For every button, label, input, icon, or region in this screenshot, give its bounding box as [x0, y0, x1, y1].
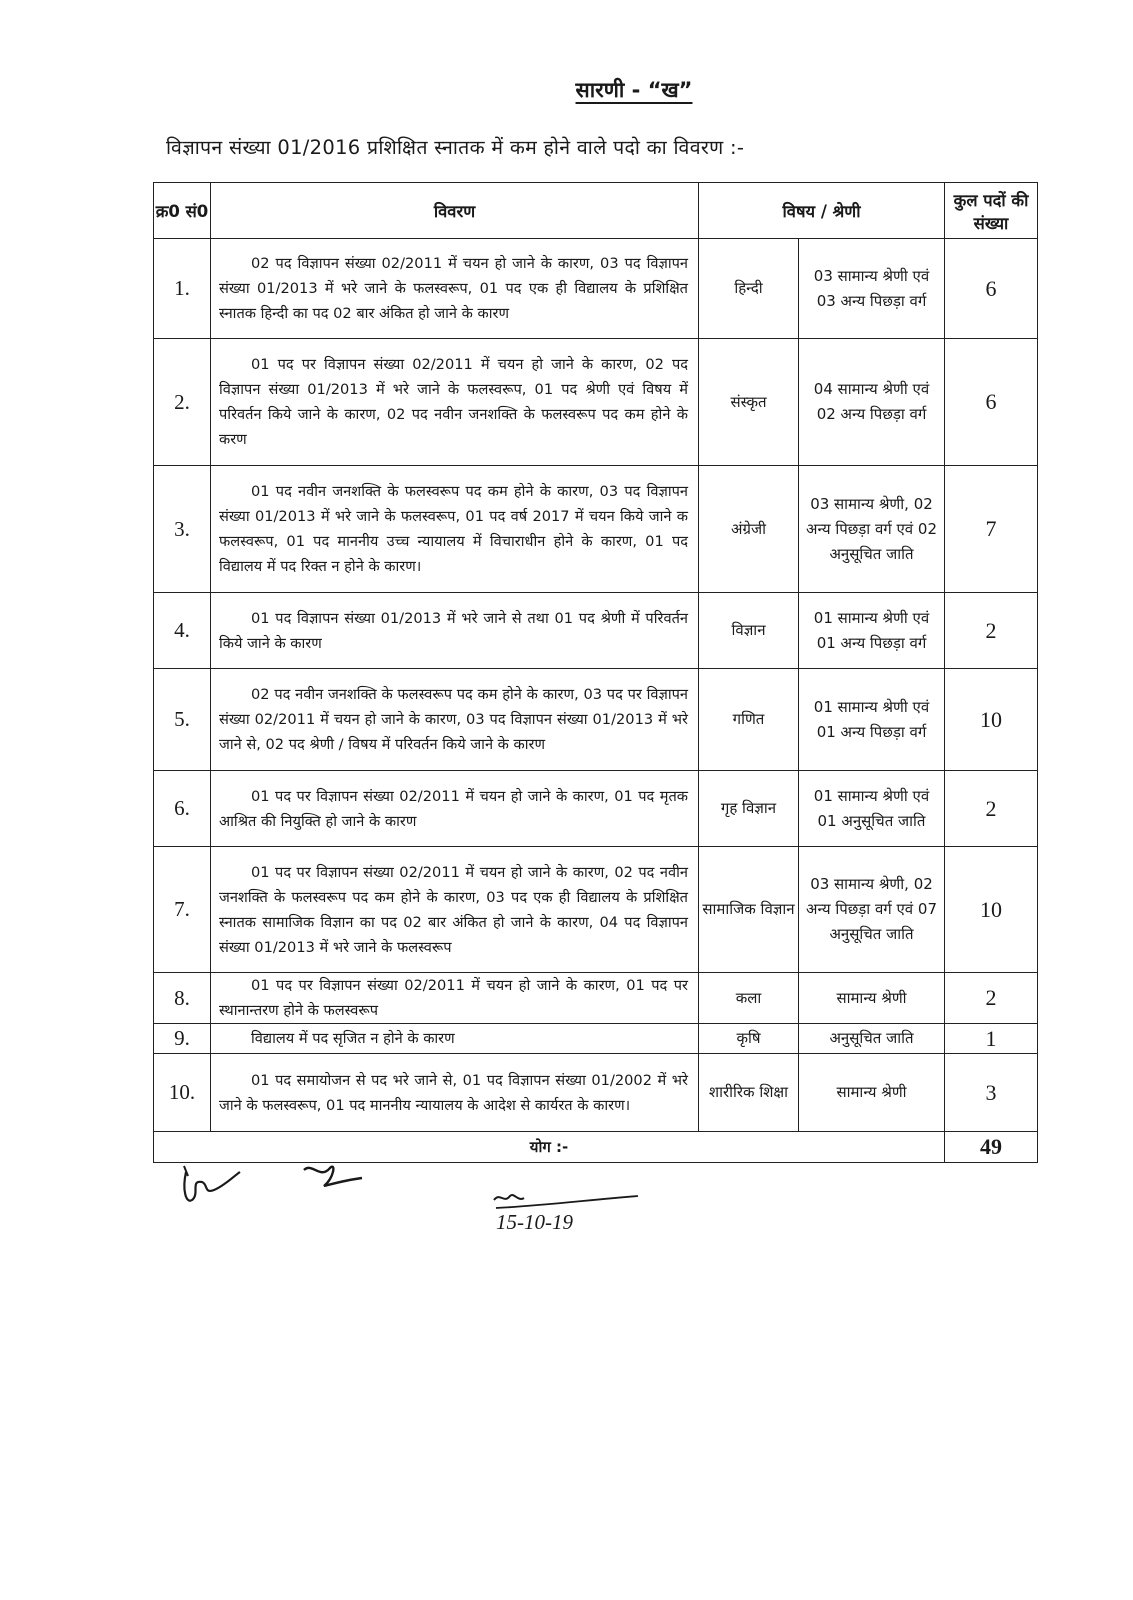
row-category: 03 सामान्य श्रेणी एवं 03 अन्य पिछड़ा वर्ग: [799, 239, 945, 339]
row-description: 01 पद समायोजन से पद भरे जाने से, 01 पद विज्ञापन संख्या 01/2002 में भरे जाने के फलस्वरूप, 01 पद माननीय न्यायालय के आदेश से कार्यरत के कारण।: [211, 1054, 699, 1132]
row-description: 01 पद विज्ञापन संख्या 01/2013 में भरे जाने से तथा 01 पद श्रेणी में परिवर्तन किये जाने के कारण: [211, 593, 699, 669]
page-title: सारणी - “ख”: [575, 78, 693, 102]
row-description: 01 पद पर विज्ञापन संख्या 02/2011 में चयन हो जाने के कारण, 01 पद मृतक आश्रित की नियुक्ति हो जाने के कारण: [211, 771, 699, 847]
row-description: 01 पद पर विज्ञापन संख्या 02/2011 में चयन हो जाने के कारण, 01 पद पर स्थानान्तरण होने के फलस्वरूप: [211, 973, 699, 1024]
header-description: विवरण: [211, 183, 699, 239]
row-description: 01 पद पर विज्ञापन संख्या 02/2011 में चयन हो जाने के कारण, 02 पद नवीन जनशक्ति के फलस्वरूप पद कम होने के कारण, 03 पद एक ही विद्यालय के प्रशिक्षित स्नातक सामाजिक विज्ञान का पद 02 बार अंकित हो जाने के कारण, 04 पद विज्ञापन संख्या 01/2013 में भरे जाने के फलस्वरूप: [211, 847, 699, 973]
table-row: [154, 1024, 1038, 1054]
row-subject: गृह विज्ञान: [699, 771, 799, 847]
row-description: 02 पद नवीन जनशक्ति के फलस्वरूप पद कम होने के कारण, 03 पद पर विज्ञापन संख्या 02/2011 में चयन हो जाने के कारण, 03 पद विज्ञापन संख्या 01/2013 में भरे जाने से, 02 पद श्रेणी / विषय में परिवर्तन किये जाने के कारण: [211, 669, 699, 771]
row-count: 2: [945, 771, 1038, 847]
table-row: [154, 466, 1038, 593]
row-sn: 8.: [154, 973, 211, 1024]
row-sn: 9.: [154, 1024, 211, 1054]
header-subject-category: विषय / श्रेणी: [699, 183, 945, 239]
row-category: अनुसूचित जाति: [799, 1024, 945, 1054]
table-row: [154, 771, 1038, 847]
row-category: 01 सामान्य श्रेणी एवं 01 अन्य पिछड़ा वर्ग: [799, 669, 945, 771]
row-description: विद्यालय में पद सृजित न होने के कारण: [211, 1024, 699, 1054]
signature-2-icon: [298, 1158, 368, 1198]
signature-1-icon: [178, 1160, 248, 1210]
row-subject: संस्कृत: [699, 339, 799, 466]
row-subject: कृषि: [699, 1024, 799, 1054]
row-description: 02 पद विज्ञापन संख्या 02/2011 में चयन हो जाने के कारण, 03 पद विज्ञापन संख्या 01/2013 में भरे जाने के फलस्वरूप, 01 पद एक ही विद्यालय के प्रशिक्षित स्नातक हिन्दी का पद 02 बार अंकित हो जाने के कारण: [211, 239, 699, 339]
header-sn: क्र0 सं0: [154, 183, 211, 239]
row-sn: 5.: [154, 669, 211, 771]
table-row: [154, 973, 1038, 1024]
table-row: [154, 669, 1038, 771]
page-subtitle: विज्ञापन संख्या 01/2016 प्रशिक्षित स्नातक में कम होने वाले पदो का विवरण :-: [166, 136, 745, 159]
row-category: सामान्य श्रेणी: [799, 1054, 945, 1132]
row-count: 1: [945, 1024, 1038, 1054]
row-category: 04 सामान्य श्रेणी एवं 02 अन्य पिछड़ा वर्ग: [799, 339, 945, 466]
row-category: सामान्य श्रेणी: [799, 973, 945, 1024]
row-count: 6: [945, 339, 1038, 466]
row-subject: हिन्दी: [699, 239, 799, 339]
total-label: योग :-: [154, 1132, 945, 1163]
row-count: 3: [945, 1054, 1038, 1132]
table-header-row: [154, 183, 1038, 239]
row-category: 01 सामान्य श्रेणी एवं 01 अनुसूचित जाति: [799, 771, 945, 847]
row-count: 6: [945, 239, 1038, 339]
row-subject: गणित: [699, 669, 799, 771]
total-row: [154, 1132, 1038, 1163]
row-subject: शारीरिक शिक्षा: [699, 1054, 799, 1132]
row-description: 01 पद पर विज्ञापन संख्या 02/2011 में चयन हो जाने के कारण, 02 पद विज्ञापन संख्या 01/2013 में भरे जाने के फलस्वरूप, 01 पद श्रेणी एवं विषय में परिवर्तन किये जाने के कारण, 02 पद नवीन जनशक्ति के फलस्वरूप पद कम होने के करण: [211, 339, 699, 466]
row-sn: 4.: [154, 593, 211, 669]
vacancy-table: [153, 182, 1038, 1163]
row-subject: कला: [699, 973, 799, 1024]
row-category: 01 सामान्य श्रेणी एवं 01 अन्य पिछड़ा वर्ग: [799, 593, 945, 669]
row-category: 03 सामान्य श्रेणी, 02 अन्य पिछड़ा वर्ग एवं 07 अनुसूचित जाति: [799, 847, 945, 973]
row-sn: 1.: [154, 239, 211, 339]
row-subject: अंग्रेजी: [699, 466, 799, 593]
row-category: 03 सामान्य श्रेणी, 02 अन्य पिछड़ा वर्ग एवं 02 अनुसूचित जाति: [799, 466, 945, 593]
row-sn: 10.: [154, 1054, 211, 1132]
table-row: [154, 847, 1038, 973]
row-count: 10: [945, 847, 1038, 973]
signature-date: 15-10-19: [496, 1210, 573, 1234]
row-count: 10: [945, 669, 1038, 771]
table-row: [154, 339, 1038, 466]
row-description: 01 पद नवीन जनशक्ति के फलस्वरूप पद कम होने के कारण, 03 पद विज्ञापन संख्या 01/2013 में भरे जाने के फलस्वरूप, 01 पद वर्ष 2017 में चयन किये जाने क फलस्वरूप, 01 पद माननीय उच्च न्यायालय में विचाराधीन होने के कारण, 01 पद विद्यालय में पद रिक्त न होने के कारण।: [211, 466, 699, 593]
header-total-posts: कुल पदों की संख्या: [945, 183, 1038, 239]
row-count: 2: [945, 593, 1038, 669]
row-sn: 2.: [154, 339, 211, 466]
row-count: 7: [945, 466, 1038, 593]
total-value: 49: [945, 1132, 1038, 1163]
row-subject: सामाजिक विज्ञान: [699, 847, 799, 973]
row-sn: 3.: [154, 466, 211, 593]
row-sn: 7.: [154, 847, 211, 973]
row-count: 2: [945, 973, 1038, 1024]
row-sn: 6.: [154, 771, 211, 847]
table-row: [154, 593, 1038, 669]
table-row: [154, 239, 1038, 339]
row-subject: विज्ञान: [699, 593, 799, 669]
table-row: [154, 1054, 1038, 1132]
